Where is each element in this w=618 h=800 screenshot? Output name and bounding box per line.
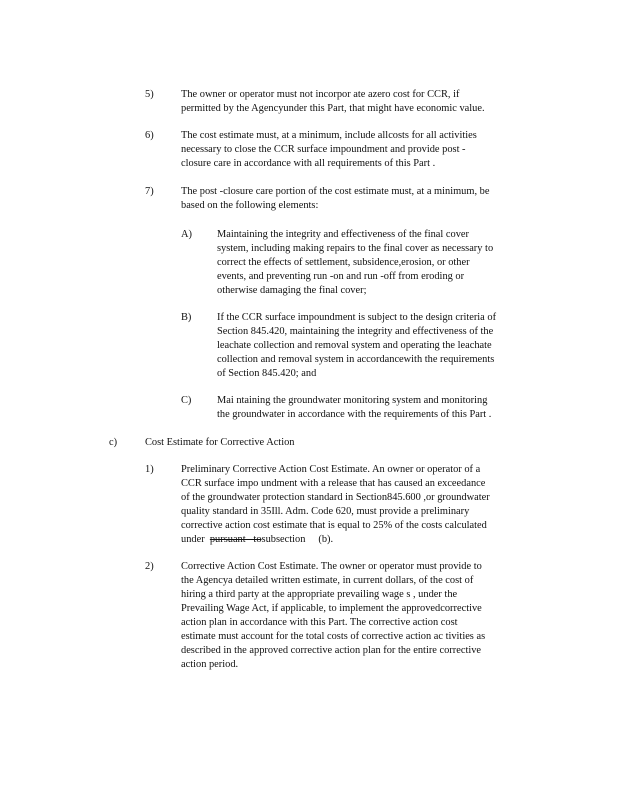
text-line: closure care in accordance with all requirements of this Part .: [181, 158, 436, 169]
item-label: 7): [145, 186, 154, 197]
item-text: [181, 129, 521, 171]
text-line: corrective action cost estimate that is equal to 25% of the costs calculated: [181, 520, 487, 531]
item-label: A): [181, 229, 192, 240]
text-line: collection and removal system in accordancewith the requirements: [217, 354, 495, 365]
text-line: CCR surface impo undment with a release that has caused an exceedance: [181, 478, 486, 489]
text-line: hiring a third party at the appropriate prevailing wage s , under the: [181, 589, 458, 600]
text-line: the Agencya detailed written estimate, in current dollars, of the cost of: [181, 575, 474, 586]
section-label: c): [109, 437, 118, 448]
text-line: based on the following elements:: [181, 200, 319, 211]
text-line: The cost estimate must, at a minimum, include allcosts for all activities: [181, 130, 477, 141]
item-label: 5): [145, 89, 154, 100]
item-text: [181, 560, 533, 672]
text-line: events, and preventing run -on and run -off from eroding or: [217, 271, 465, 282]
struck-text: pursuant to: [209, 534, 262, 545]
text-line: Prevailing Wage Act, if applicable, to implement the approvedcorrective: [181, 603, 482, 614]
text-line: Section 845.420, maintaining the integrity and effectiveness of the: [217, 326, 494, 337]
text-segment: under: [181, 534, 210, 545]
text-line: of the groundwater protection standard in Section845.600 ,or groundwater: [181, 492, 490, 503]
item-label: B): [181, 312, 192, 323]
text-line: Preliminary Corrective Action Cost Estimate. An owner or operator of a: [181, 464, 481, 475]
text-line: The owner or operator must not incorpor ate azero cost for CCR, if: [181, 89, 460, 100]
text-line: correct the effects of settlement, subsidence,erosion, or other: [217, 257, 470, 268]
text-line: of Section 845.420; and: [217, 368, 317, 379]
item-text: [217, 394, 531, 422]
text-line: Maintaining the integrity and effectiveness of the final cover: [217, 229, 469, 240]
text-line: If the CCR surface impoundment is subject to the design criteria of: [217, 312, 497, 323]
text-line: the groundwater in accordance with the requirements of this Part .: [217, 409, 492, 420]
item-label: 2): [145, 561, 154, 572]
text-line: Mai ntaining the groundwater monitoring system and monitoring: [217, 395, 488, 406]
text-line: permitted by the Agencyunder this Part, that might have economic value.: [181, 103, 485, 114]
text-line: leachate collection and removal system and operating the leachate: [217, 340, 492, 351]
item-text: [217, 228, 535, 298]
text-line: Corrective Action Cost Estimate. The owner or operator must provide to: [181, 561, 482, 572]
text-line: [181, 533, 532, 547]
item-text: [217, 311, 538, 381]
text-line: described in the approved corrective action plan for the entire corrective: [181, 645, 482, 656]
section-title: Cost Estimate for Corrective Action: [145, 437, 295, 448]
text-line: action period.: [181, 659, 239, 670]
item-label: 1): [145, 464, 154, 475]
text-line: system, including making repairs to the final cover as necessary to: [217, 243, 494, 254]
text-segment: subsection (b).: [261, 534, 334, 545]
item-text: [181, 463, 532, 547]
text-line: action plan in accordance with this Part. The corrective action cost: [181, 617, 458, 628]
item-text: [181, 88, 530, 116]
text-line: The post -closure care portion of the cost estimate must, at a minimum, be: [181, 186, 490, 197]
item-label: C): [181, 395, 192, 406]
text-line: estimate must account for the total costs of corrective action ac tivities as: [181, 631, 486, 642]
text-line: necessary to close the CCR surface impoundment and provide post -: [181, 144, 466, 155]
item-label: 6): [145, 130, 154, 141]
item-text: [181, 185, 535, 213]
text-line: quality standard in 35Ill. Adm. Code 620, must provide a preliminary: [181, 506, 470, 517]
text-line: otherwise damaging the final cover;: [217, 285, 367, 296]
